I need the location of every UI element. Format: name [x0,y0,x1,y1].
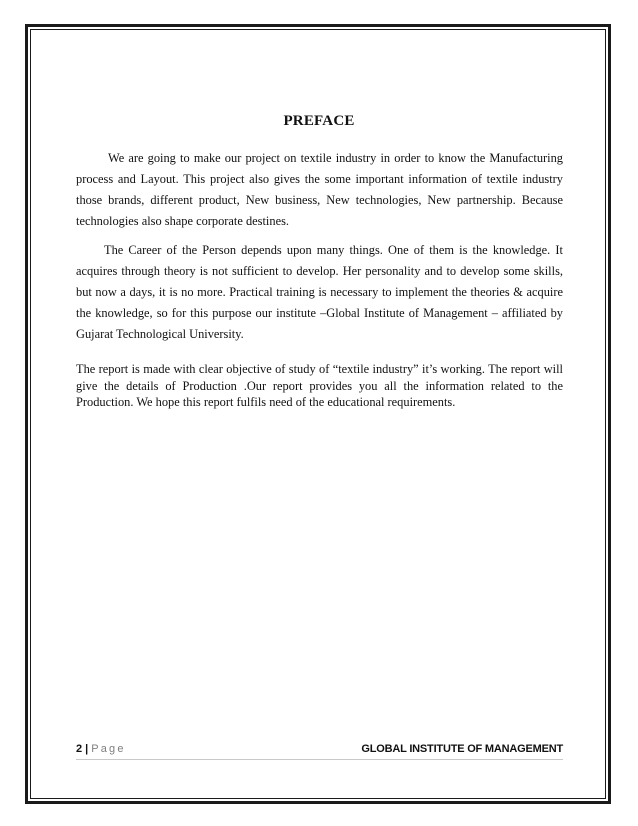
preface-paragraph-3: The report is made with clear objective of study of “textile industry” it’s working. The report will give the details of Production .Our report provides you all the information related to the Production. We hope this report fulfils need of the educational requirements. [76,362,563,409]
page-label: Page [91,743,126,755]
page-footer [76,741,563,760]
footer-institute-name: GLOBAL INSTITUTE OF MANAGEMENT [361,743,563,755]
preface-paragraph-1: We are going to make our project on textile industry in order to know the Manufacturing process and Layout. This project also gives the some important information of textile industry those brands, different product, New business, New technologies, New partnership. Because technologies also shape corporate destines. [76,151,563,228]
footer-page-info [76,743,126,755]
page-number: 2 [76,743,83,755]
footer-separator: | [85,743,89,755]
page-border-inner [30,29,606,799]
page-title: PREFACE [283,113,355,129]
preface-paragraph-2: The Career of the Person depends upon many things. One of them is the knowledge. It acquires through theory is not sufficient to develop. Her personality and to develop some skills, but now a days, it is no more. Practical training is necessary to implement the theories & acquire the knowledge, so for this purpose our institute –Global Institute of Management – affiliated by Gujarat Technological University. [76,243,563,341]
